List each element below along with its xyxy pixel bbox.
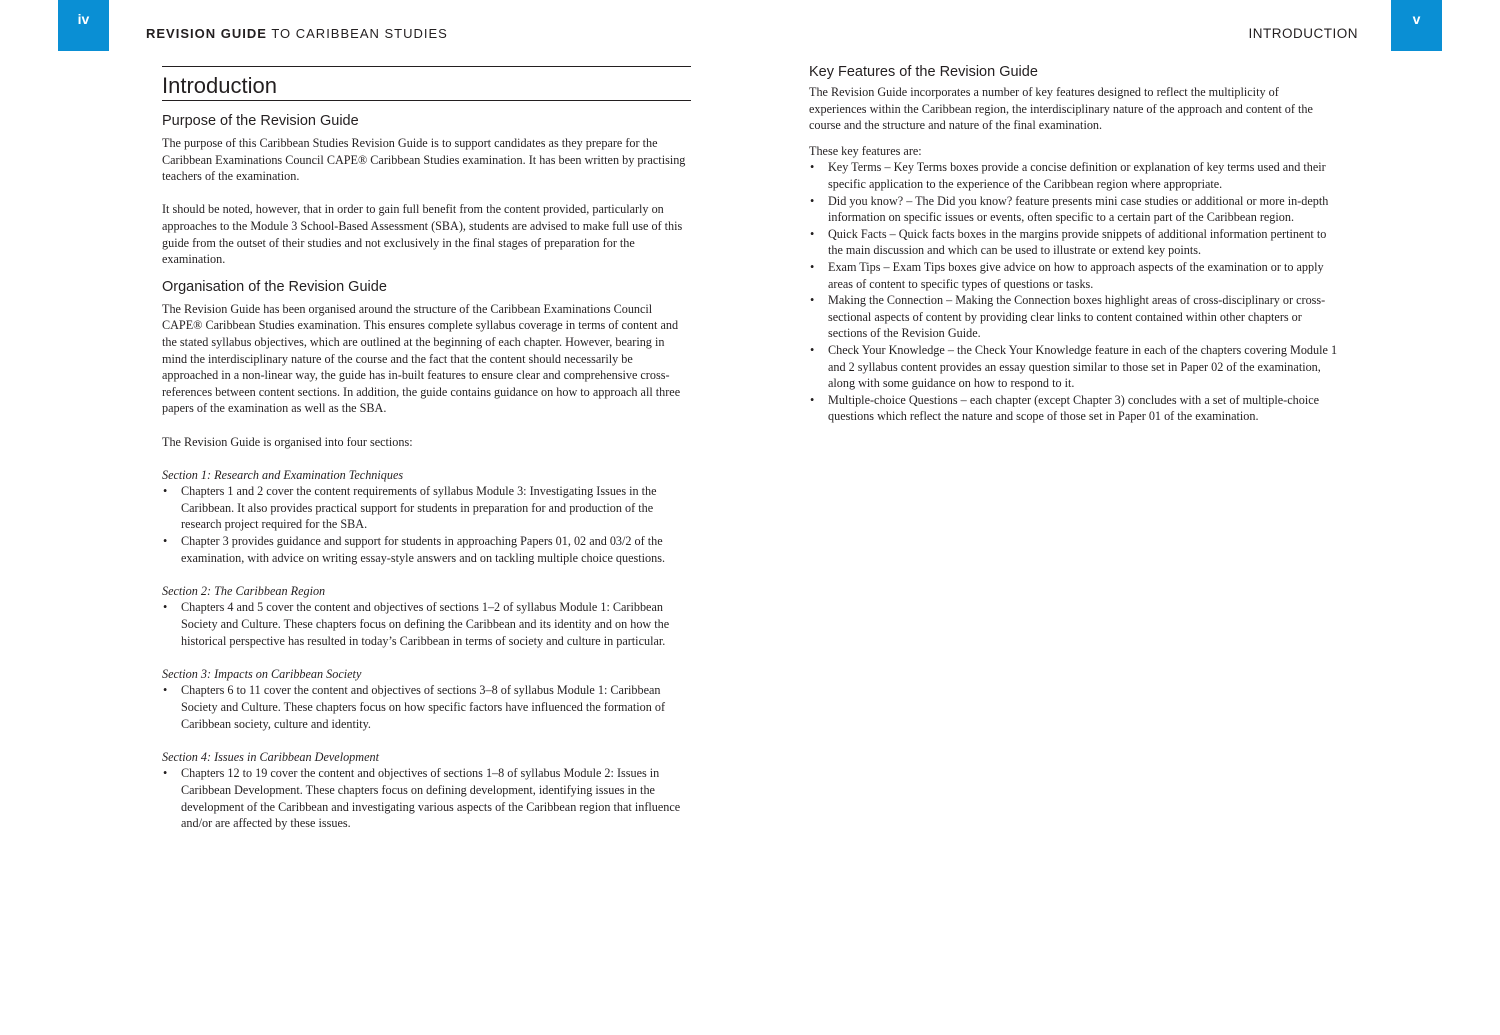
list-item: • Chapter 3 provides guidance and support for students in approaching Papers 01, 02 and 03/2 of the examination, with advice on writing essay-style answers and on tackling multiple choice questions. bbox=[163, 534, 666, 565]
list-item: • Chapters 12 to 19 cover the content and objectives of sections 1–8 of syllabus Module 2: Issues in Caribbean Development. These chapters focus on defining development, identifying issues in the development of the Caribbean and investigating various aspects of the Caribbean region that influence and/or are affected by these issues. bbox=[163, 766, 681, 831]
section-3-label: Section 3: Impacts on Caribbean Society bbox=[162, 666, 362, 681]
list-item: • Key Terms – Key Terms boxes provide a concise definition or explanation of key terms used and their specific application to the experience of the Caribbean region where appropriate. bbox=[810, 160, 1326, 191]
page-number-right: v bbox=[1412, 11, 1421, 27]
running-head-left bbox=[146, 26, 448, 41]
list-item: • Check Your Knowledge – the Check Your Knowledge feature in each of the chapters covering Module 1 and 2 syllabus content provides an essay question similar to those set in Paper 02 of the examination, along with some guidance on how to respond to it. bbox=[810, 342, 1338, 391]
left-page-content bbox=[162, 66, 691, 832]
purpose-paragraph-2: It should be noted, however, that in order to gain full benefit from the content provided, particularly on approaches to the Module 3 School-Based Assessment (SBA), students are advised to make full use of this guide from the outset of their studies and not exclusively in the final stages of preparation for the examination. bbox=[162, 202, 683, 267]
list-item: • Multiple-choice Questions – each chapter (except Chapter 3) concludes with a set of multiple-choice questions which reflect the nature and scope of those set in Paper 01 of the examination. bbox=[810, 392, 1320, 424]
purpose-paragraph-1: The purpose of this Caribbean Studies Revision Guide is to support candidates as they prepare for the Caribbean Examinations Council CAPE® Caribbean Studies examination. It has been written by practising teachers of the examination. bbox=[162, 136, 686, 184]
right-page-content bbox=[809, 62, 1339, 425]
key-features-list bbox=[809, 159, 1339, 425]
section-4-list bbox=[162, 765, 691, 831]
section-3-list bbox=[162, 682, 691, 732]
page-title: Introduction bbox=[162, 73, 277, 98]
list-item: • Chapters 4 and 5 cover the content and objectives of sections 1–2 of syllabus Module 1: Caribbean Society and Culture. These chapters focus on defining the Caribbean and its identity and on how the historical perspective has resulted in today’s Caribbean in terms of society and culture in particular. bbox=[163, 600, 670, 648]
list-item: • Quick Facts – Quick facts boxes in the margins provide snippets of additional information pertinent to the main discussion and which can be used to illustrate or extend key points. bbox=[810, 226, 1327, 258]
running-head-rest: TO CARIBBEAN STUDIES bbox=[271, 26, 448, 41]
list-item: • Did you know? – The Did you know? feature presents mini case studies or additional or more in-depth information on specific issues or events, often specific to a certain part of the Caribbean region. bbox=[810, 193, 1329, 225]
running-head-right: INTRODUCTION bbox=[1248, 26, 1358, 41]
section-1-list bbox=[162, 483, 691, 566]
organisation-heading: Organisation of the Revision Guide bbox=[162, 278, 387, 295]
key-features-paragraph-1: The Revision Guide incorporates a number of key features designed to reflect the multiplicity of experiences within the Caribbean region, the interdisciplinary nature of the approach and content of the course and the structure and nature of the final examination. bbox=[809, 85, 1313, 133]
page-number-left: iv bbox=[77, 11, 90, 27]
organisation-paragraph-2: The Revision Guide is organised into four sections: bbox=[162, 434, 413, 449]
list-item: • Chapters 6 to 11 cover the content and objectives of sections 3–8 of syllabus Module 1: Caribbean Society and Culture. These chapters focus on how specific factors have influenced the formation of Caribbean society, culture and identity. bbox=[163, 683, 666, 731]
key-features-heading: Key Features of the Revision Guide bbox=[809, 64, 1038, 80]
list-item: • Chapters 1 and 2 cover the content requirements of syllabus Module 3: Investigating Issues in the Caribbean. It also provides practical support for students in preparation for and production of the research project required for the SBA. bbox=[163, 484, 657, 532]
organisation-paragraph-1: The Revision Guide has been organised around the structure of the Caribbean Examinations Council CAPE® Caribbean Studies examination. This ensures complete syllabus coverage in terms of content and the stated syllabus objectives, which are outlined at the beginning of each chapter. However, bearing in mind the interdisciplinary nature of the course and the fact that the content should necessarily be approached in a non-linear way, the guide has in-built features to ensure clear and comprehensive cross-references between content sections. In addition, the guide contains guidance on how to approach all three papers of the examination as well as the SBA. bbox=[162, 301, 681, 416]
section-2-label: Section 2: The Caribbean Region bbox=[162, 583, 326, 598]
page-number-tab-left bbox=[58, 0, 109, 51]
section-1-label: Section 1: Research and Examination Techniques bbox=[162, 467, 404, 482]
purpose-heading: Purpose of the Revision Guide bbox=[162, 113, 359, 129]
list-item: • Making the Connection – Making the Connection boxes highlight areas of cross-disciplinary or cross-sectional aspects of content by providing clear links to content contained within other chapters or sections of the Revision Guide. bbox=[810, 293, 1326, 341]
list-item: • Exam Tips – Exam Tips boxes give advice on how to approach aspects of the examination or to apply areas of content to specific types of questions or tasks. bbox=[810, 259, 1324, 291]
section-2-list bbox=[162, 599, 691, 649]
page-number-tab-right bbox=[1391, 0, 1442, 51]
key-features-paragraph-2: These key features are: bbox=[809, 143, 922, 158]
running-head-bold: REVISION GUIDE bbox=[146, 26, 267, 41]
section-4-label: Section 4: Issues in Caribbean Development bbox=[162, 749, 379, 764]
chapter-title-block bbox=[162, 66, 691, 101]
